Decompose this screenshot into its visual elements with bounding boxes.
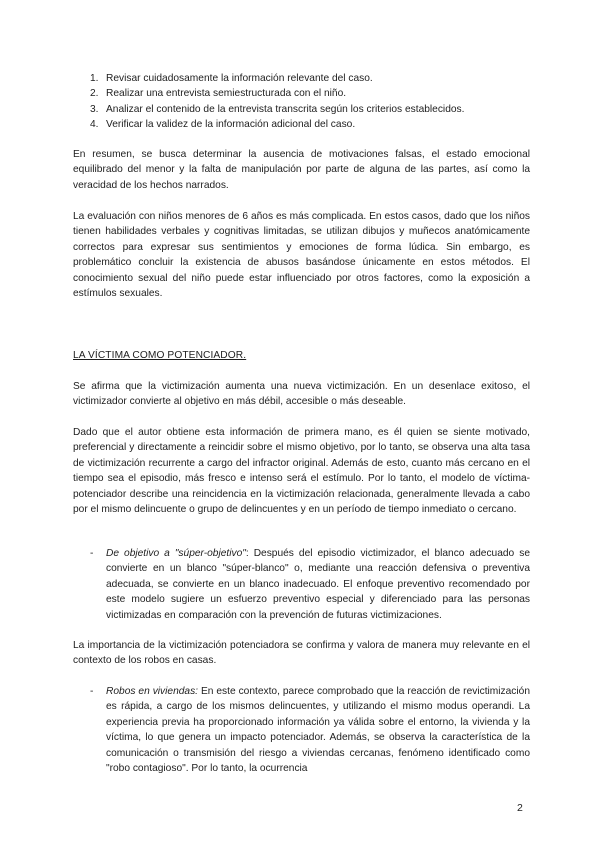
bullet-item-super-objetivo [90, 546, 530, 623]
section-heading: LA VÍCTIMA COMO POTENCIADOR. [73, 350, 247, 361]
list-text: Revisar cuidadosamente la información relevante del caso. [106, 73, 373, 84]
bullet-dash: - [90, 686, 94, 697]
bullet-body: : Después del episodio victimizador, el blanco adecuado se convierte en un blanco "súper-blanco" o, mediante una reacción defensiva o preventiva adecuada, se convierte en un blanco inadecuado. El enfoque preventivo recomendado por este modelo sugiere un esfuerzo preventivo especial y diferenciado para las personas victimizadas en comparación con la prevención de futuras victimizaciones. [106, 548, 530, 621]
bullet-item-robos [90, 684, 530, 776]
list-number: 2. [90, 88, 99, 100]
bullet-term: Robos en viviendas: [106, 686, 198, 697]
list-number: 3. [90, 103, 99, 115]
steps-list [92, 71, 530, 133]
bullet-text [93, 684, 530, 776]
paragraph-resumen: En resumen, se busca determinar la ausencia de motivaciones falsas, el estado emocional equilibrado del menor y la falta de manipulación por parte de alguna de las partes, así como la veracidad de los hechos narrados. [73, 149, 530, 191]
list-text: Verificar la validez de la información adicional del caso. [106, 119, 356, 131]
list-item [92, 71, 530, 86]
bullet-dash: - [90, 548, 94, 559]
list-item [92, 102, 530, 117]
paragraph-importancia: La importancia de la victimización potenciadora se confirma y valora de manera muy relevante en el contexto de los robos en casas. [73, 640, 530, 667]
list-number: 1. [90, 73, 99, 84]
list-item [92, 117, 530, 132]
bullet-text [93, 546, 530, 623]
list-text: Realizar una entrevista semiestructurada con el niño. [106, 88, 347, 100]
paragraph-afirma: Se afirma que la victimización aumenta una nueva victimización. En un desenlace exitoso, el victimizador convierte al objetivo en más débil, accesible o más deseable. [73, 381, 530, 408]
list-number: 4. [90, 119, 99, 131]
bullet-body: En este contexto, parece comprobado que la reacción de revictimización es rápida, a cargo de los mismos delincuentes, y utilizando el mismo modus operandi. La experiencia previa ha proporcionado información ya válida sobre el entorno, la vivienda y la víctima, lo que genera un impacto potenciador. Además, se observa la característica de la comunicación o transmisión del riesgo a viviendas cercanas, fenómeno identificado como "robo contagioso". Por lo tanto, la ocurrencia [106, 686, 530, 775]
bullet-term: De objetivo a "súper-objetivo" [106, 548, 246, 559]
list-item [92, 86, 530, 101]
paragraph-evaluacion: La evaluación con niños menores de 6 años es más complicada. En estos casos, dado que los niños tienen habilidades verbales y cognitivas limitadas, se utilizan dibujos y muñecos anatómicamente correctos para expresar sus sentimientos y emociones de forma lúdica. Sin embargo, es problemático concluir la existencia de abusos basándose únicamente en estos métodos. El conocimiento sexual del niño puede estar influenciado por otros factores, como la exposición a estímulos sexuales. [73, 211, 530, 300]
list-text: Analizar el contenido de la entrevista transcrita según los criterios establecidos. [106, 103, 465, 115]
paragraph-dado: Dado que el autor obtiene esta información de primera mano, es él quien se siente motivado, preferencial y directamente a reincidir sobre el mismo objetivo, por lo tanto, se observa una alta tasa de victimización recurrente a cargo del infractor original. Además de esto, cuanto más cercano en el tiempo sea el episodio, más fresco e intenso será el estímulo. Por lo tanto, el modelo de víctima-potenciador describe una reincidencia en la victimización relacionada, generalmente llevada a cabo por el mismo delincuente o grupo de delincuentes y en un período de tiempo inmediato o cercano. [73, 427, 530, 516]
page-number: 2 [517, 802, 523, 814]
